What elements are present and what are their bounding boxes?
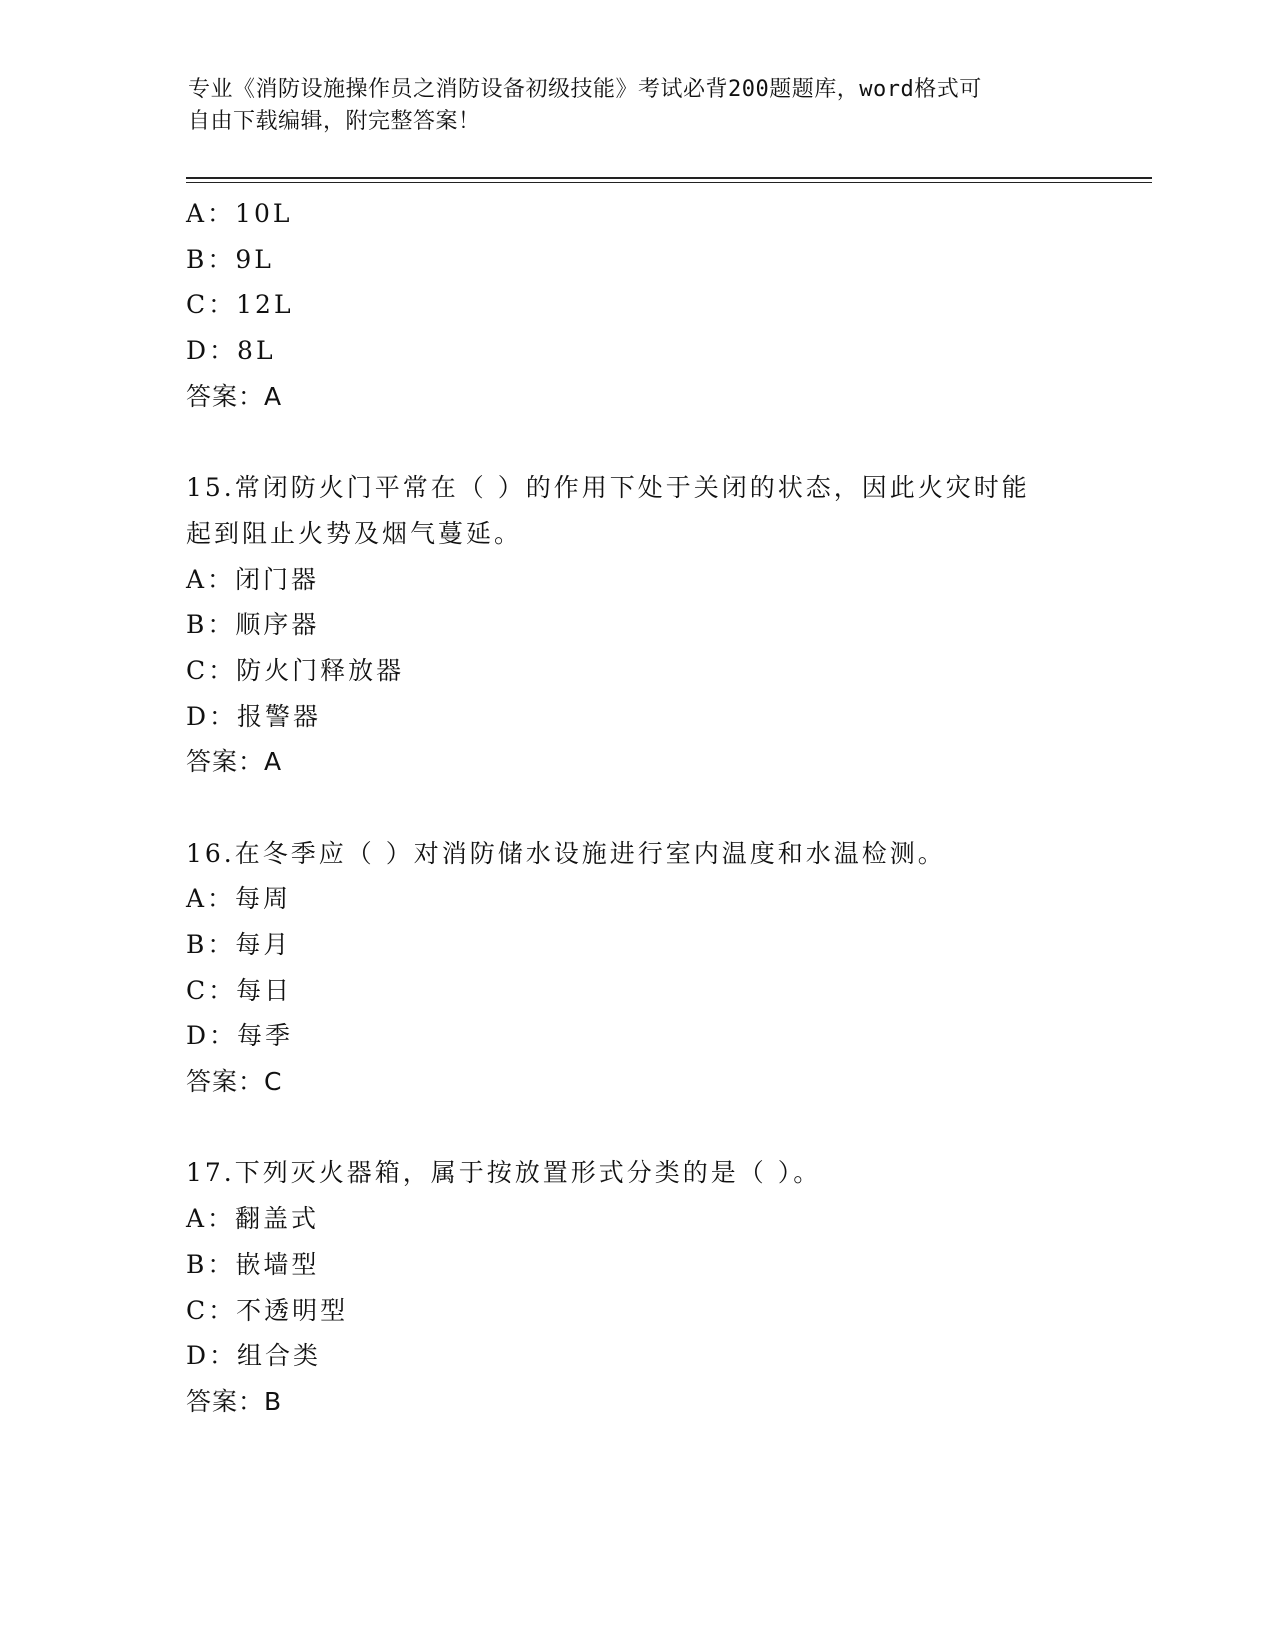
- option-c: C：12L: [186, 290, 294, 320]
- option-a: A：闭门器: [186, 564, 320, 594]
- option-b: B：9L: [186, 244, 274, 274]
- header-rule-thick: [186, 177, 1152, 179]
- option-d: D：报警器: [186, 701, 322, 731]
- option-a: A：每周: [186, 884, 292, 914]
- answer: 答案：A: [186, 747, 283, 777]
- spacer: [186, 785, 1086, 831]
- question-stem: 15.常闭防火门平常在（ ）的作用下处于关闭的状态，因此火灾时能: [186, 473, 1030, 503]
- option-d: D：每季: [186, 1021, 294, 1051]
- spacer: [186, 1105, 1086, 1151]
- header-rule-thin: [186, 182, 1152, 183]
- option-a: A：10L: [186, 199, 293, 228]
- option-b: B：每月: [186, 930, 292, 959]
- question-17: [186, 1150, 1086, 1424]
- question-stem: 16.在冬季应（ ）对消防储水设施进行室内温度和水温检测。: [186, 838, 946, 868]
- header-line-1: 专业《消防设施操作员之消防设备初级技能》考试必背200题题库，word格式可: [188, 77, 982, 102]
- spacer: [186, 419, 1086, 465]
- question-16: [186, 831, 1086, 1105]
- option-d: D：组合类: [186, 1341, 322, 1371]
- question-stem-continued: 起到阻止火势及烟气蔓延。: [186, 518, 523, 548]
- option-a: A：翻盖式: [186, 1204, 320, 1234]
- document-header: [188, 74, 1068, 138]
- option-c: C：每日: [186, 975, 293, 1005]
- answer: 答案：A: [186, 381, 283, 411]
- header-line-2: 自由下载编辑，附完整答案！: [188, 109, 481, 134]
- option-c: C：不透明型: [186, 1295, 349, 1325]
- option-b: B：嵌墙型: [186, 1249, 320, 1279]
- question-15: [186, 465, 1086, 785]
- option-b: B：顺序器: [186, 610, 320, 640]
- answer: 答案：C: [186, 1067, 283, 1097]
- question-stem: 17.下列灭火器箱，属于按放置形式分类的是（ ）。: [186, 1158, 822, 1188]
- question-list: [186, 191, 1086, 1425]
- option-d: D：8L: [186, 336, 276, 366]
- answer: 答案：B: [186, 1386, 283, 1416]
- option-c: C：防火门释放器: [186, 655, 405, 685]
- question-14: [186, 191, 1086, 419]
